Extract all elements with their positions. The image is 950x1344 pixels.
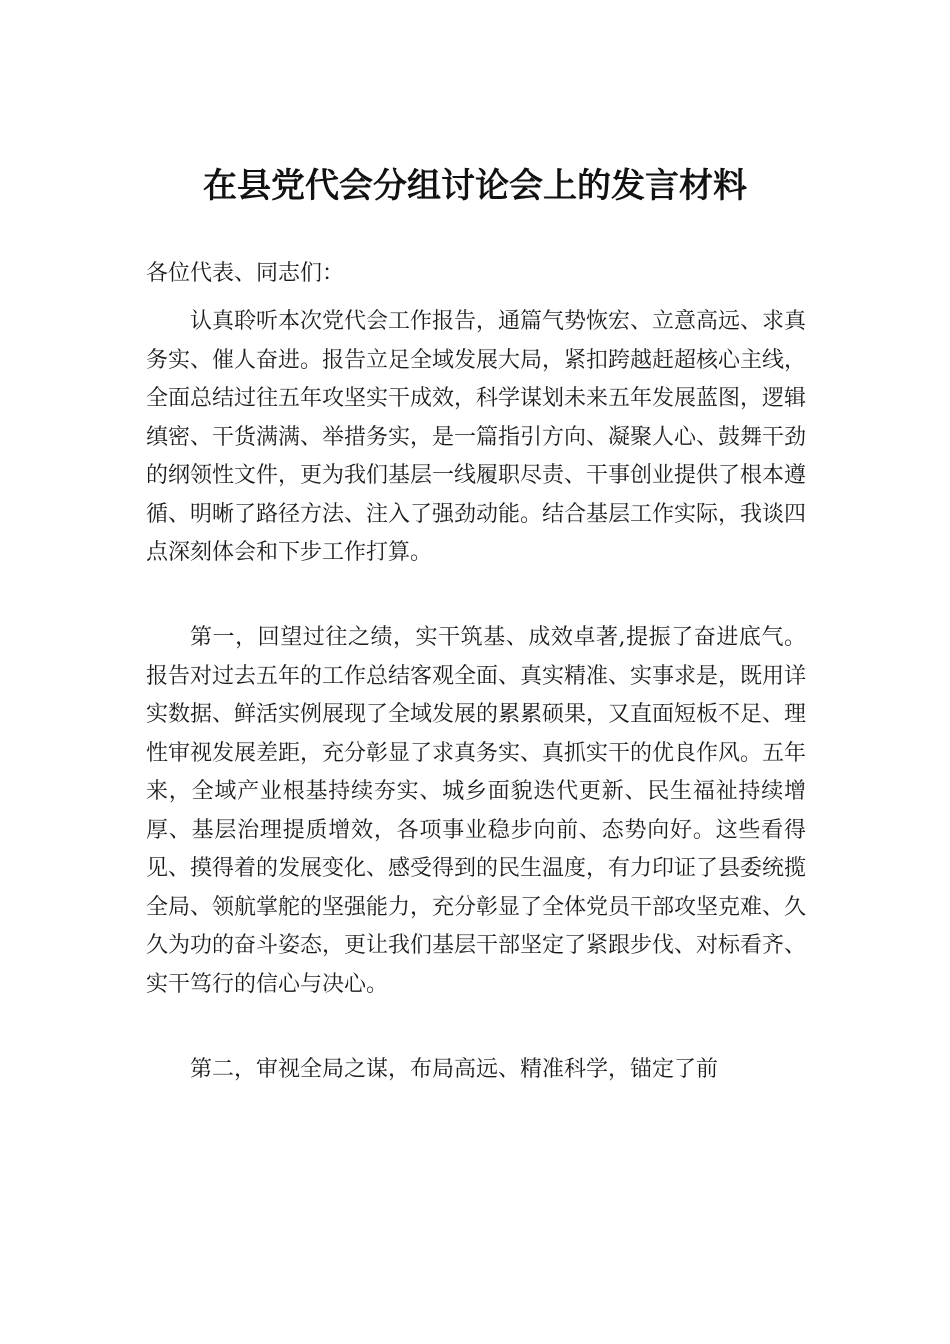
- salutation: 各位代表、同志们：: [146, 261, 345, 286]
- paragraph-2: 第一，回望过往之绩，实干筑基、成效卓著,提振了奋进底气。报告对过去五年的工作总结客观全面、真实精准、实事求是，既用详实数据、鲜活实例展现了全域发展的累累硕果，又直面短板不足、理性审视发展差距，充分彰显了求真务实、真抓实干的优良作风。五年来，全域产业根基持续夯实、城乡面貌迭代更新、民生福祉持续增厚、基层治理提质增效，各项事业稳步向前、态势向好。这些看得见、摸得着的发展变化、感受得到的民生温度，有力印证了县委统揽全局、领航掌舵的坚强能力，充分彰显了全体党员干部攻坚克难、久久为功的奋斗姿态，更让我们基层干部坚定了紧跟步伐、对标看齐、实干笃行的信心与决心。: [146, 625, 807, 997]
- document-title: 在县党代会分组讨论会上的发言材料: [203, 166, 747, 206]
- paragraph-1: 认真聆听本次党代会工作报告，通篇气势恢宏、立意高远、求真务实、催人奋进。报告立足全域发展大局，紧扣跨越赶超核心主线，全面总结过往五年攻坚实干成效，科学谋划未来五年发展蓝图，逻辑缜密、干货满满、举措务实，是一篇指引方向、凝聚人心、鼓舞干劲的纲领性文件，更为我们基层一线履职尽责、干事创业提供了根本遵循、明晰了路径方法、注入了强劲动能。结合基层工作实际，我谈四点深刻体会和下步工作打算。: [146, 309, 807, 565]
- paragraph-3: 第二，审视全局之谋，布局高远、精准科学，锚定了前: [190, 1057, 719, 1082]
